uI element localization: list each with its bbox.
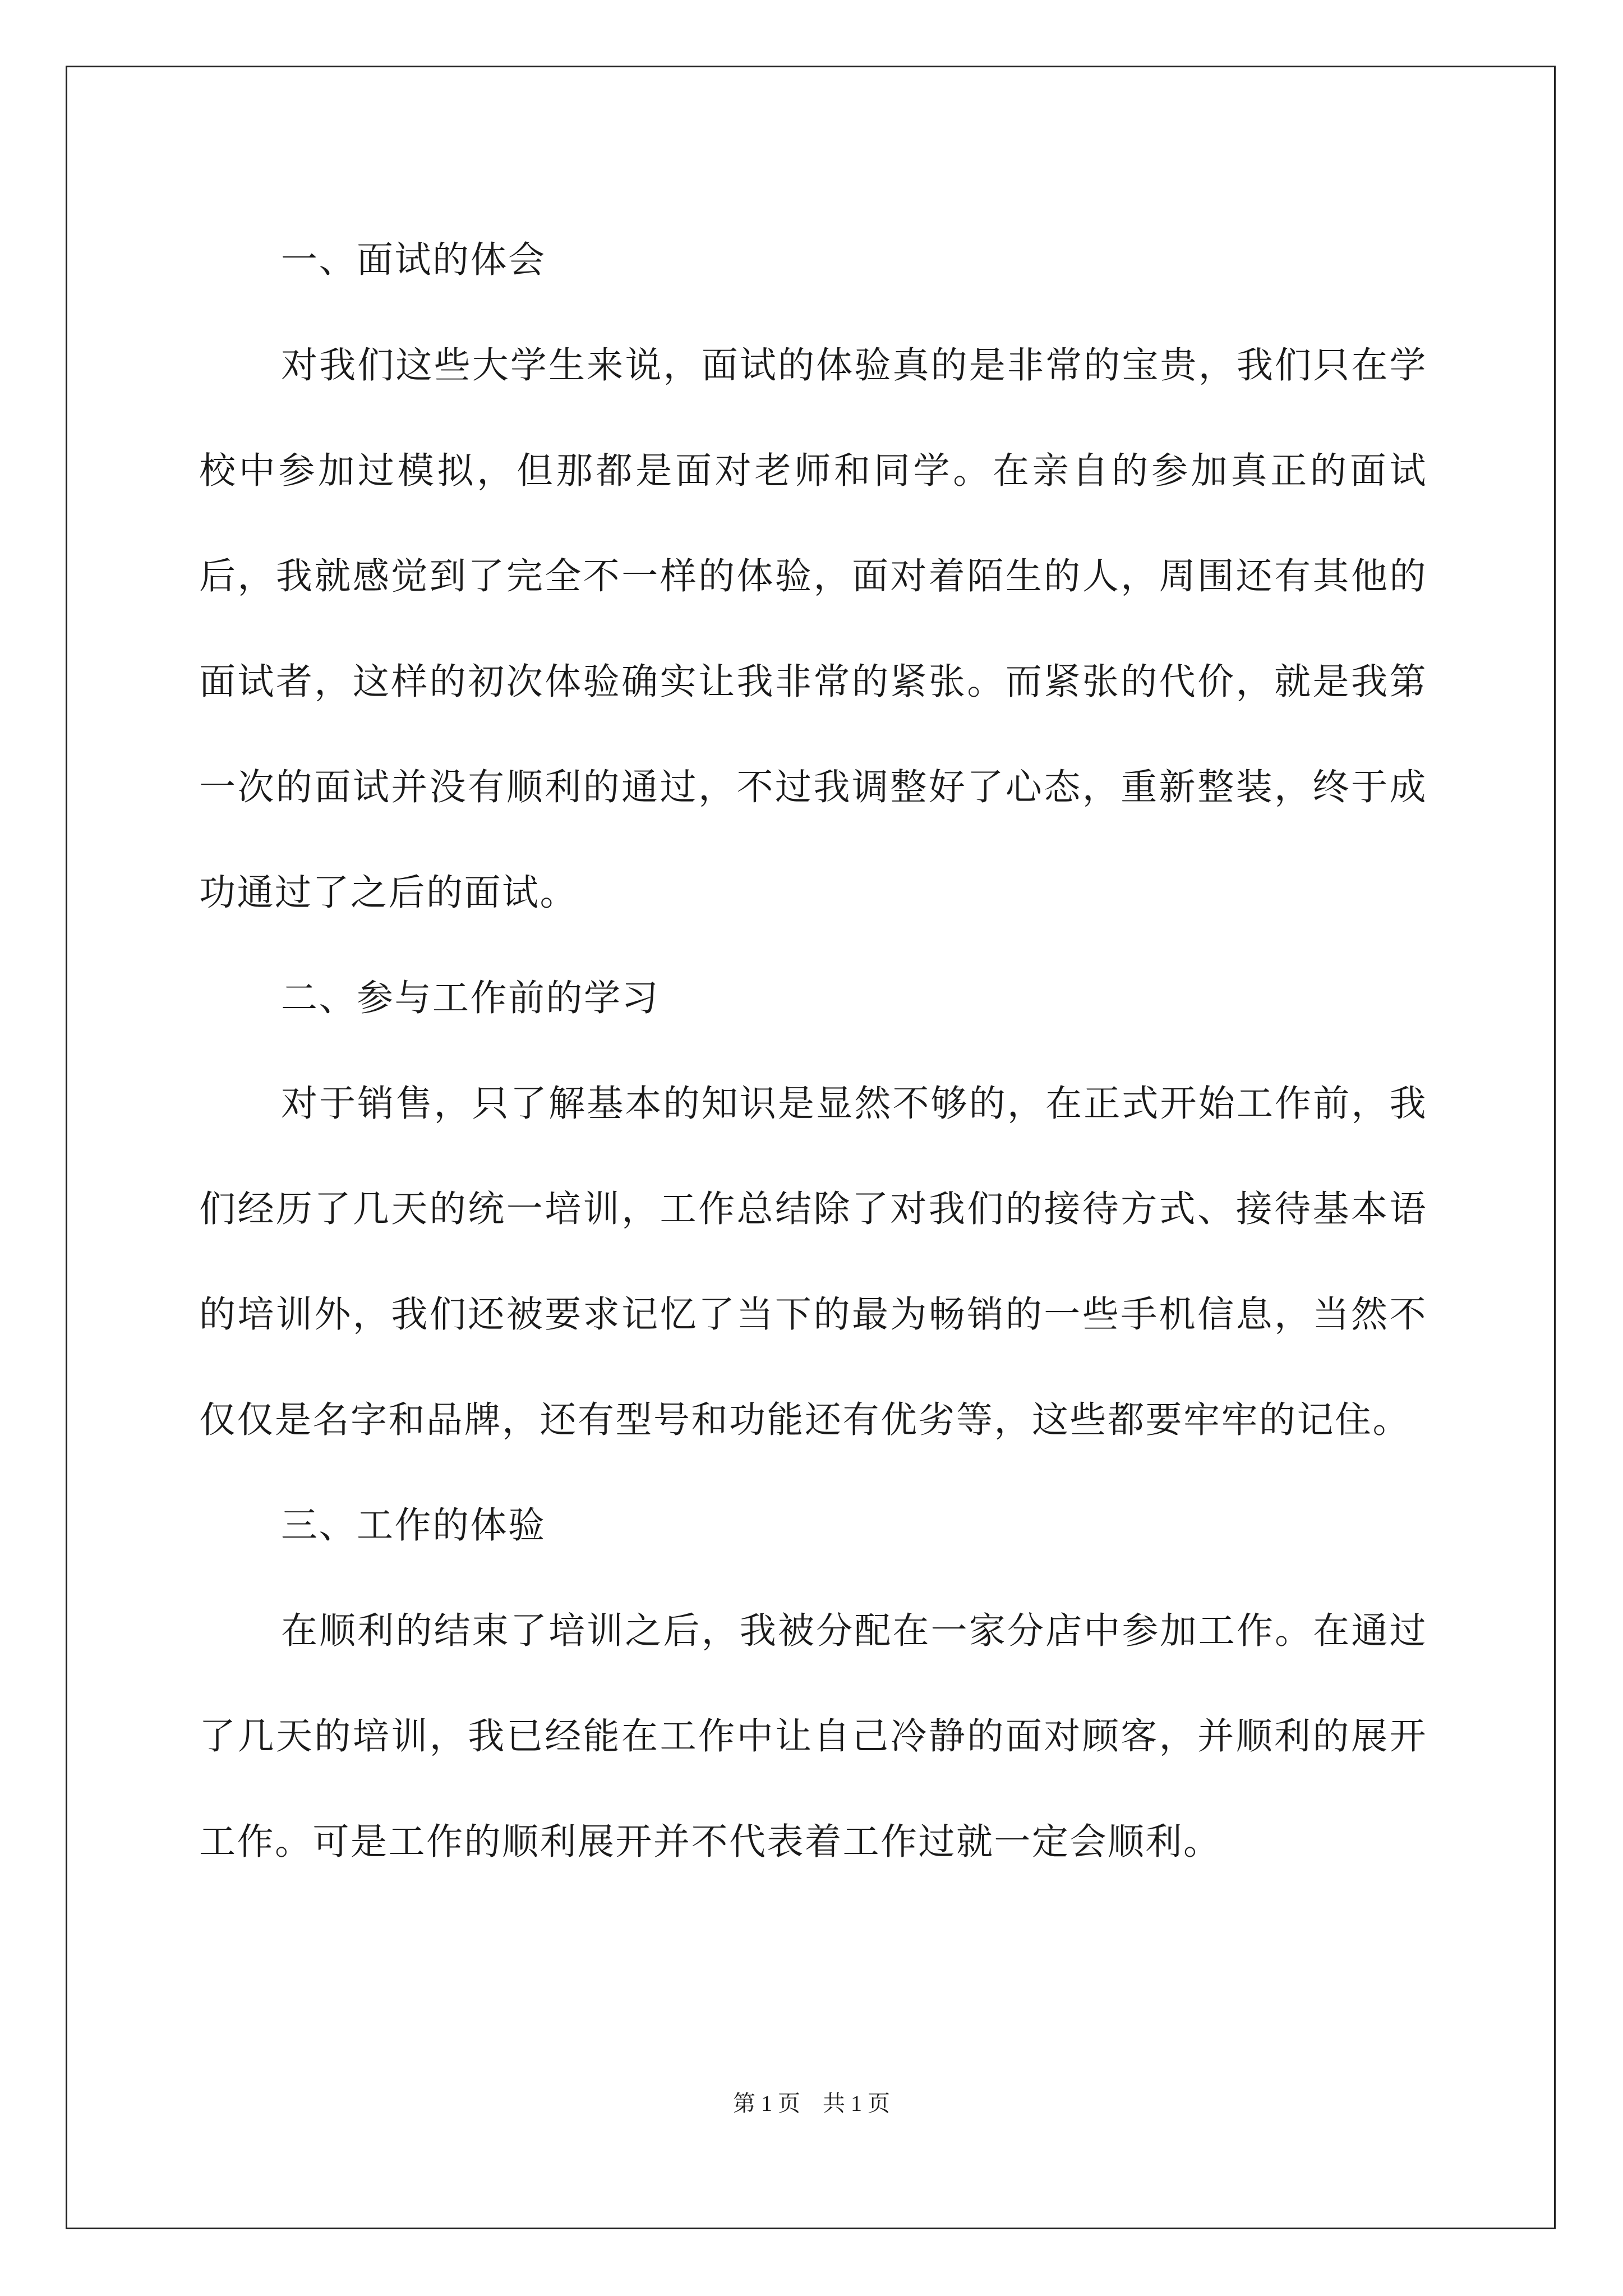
- section-heading: 二、参与工作前的学习: [281, 977, 660, 1019]
- document-body: [199, 208, 1427, 1895]
- section-paragraph: 在顺利的结束了培训之后，我被分配在一家分店中参加工作。在通过了几天的培训，我已经能在工作中让自己冷静的面对顾客，并顺利的展开工作。可是工作的顺利展开并不代表着工作过就一定会顺利。: [199, 1610, 1427, 1863]
- section-paragraph: 对我们这些大学生来说，面试的体验真的是非常的宝贵，我们只在学校中参加过模拟，但那都是面对老师和同学。在亲自的参加真正的面试后，我就感觉到了完全不一样的体验，面对着陌生的人，周围还有其他的面试者，这样的初次体验确实让我非常的紧张。而紧张的代价，就是我第一次的面试并没有顺利的通过，不过我调整好了心态，重新整装，终于成功通过了之后的面试。: [199, 344, 1427, 914]
- section-paragraph: 对于销售，只了解基本的知识是显然不够的，在正式开始工作前，我们经历了几天的统一培训，工作总结除了对我们的接待方式、接待基本语的培训外，我们还被要求记忆了当下的最为畅销的一些手机信息，当然不仅仅是名字和品牌，还有型号和功能还有优劣等，这些都要牢牢的记住。: [199, 1083, 1427, 1441]
- section-heading: 三、工作的体验: [281, 1504, 546, 1547]
- page-number: 第 1 页: [733, 2091, 800, 2116]
- page-total: 共 1 页: [823, 2091, 890, 2116]
- page-footer: [0, 2087, 1623, 2120]
- section-heading: 一、面试的体会: [281, 239, 546, 281]
